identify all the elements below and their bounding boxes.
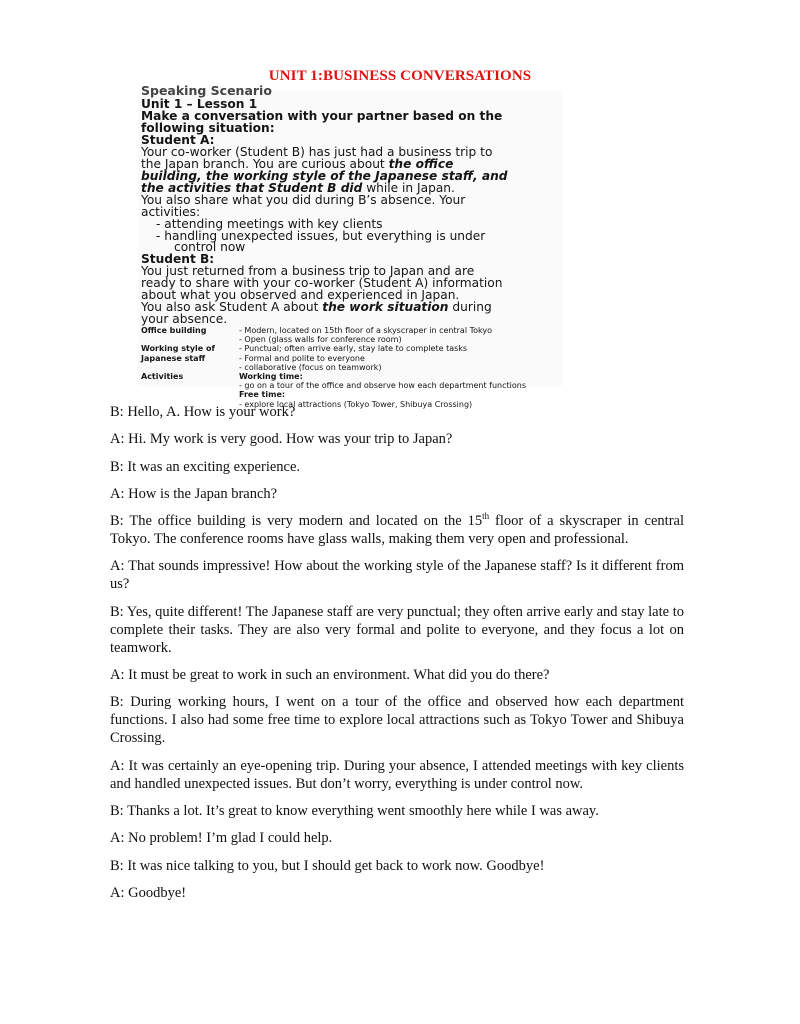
student-a-emphasis: the office xyxy=(388,157,454,171)
dialogue-line: B: It was an exciting experience. xyxy=(110,458,301,475)
student-a-text: while in Japan. xyxy=(362,181,455,195)
scenario-cut-heading: Speaking Scenario xyxy=(141,83,272,98)
student-b-line: ready to share with your co-worker (Student A) information xyxy=(141,276,503,290)
dialogue-line: A: Goodbye! xyxy=(110,884,187,901)
student-a-heading: Student A: xyxy=(141,133,215,147)
scenario-table-line: Free time: xyxy=(239,390,286,400)
scenario-table-values xyxy=(239,344,561,372)
scenario-table-line: - Open (glass walls for conference room) xyxy=(239,335,402,345)
student-b-text: during xyxy=(448,300,492,314)
student-b-line: You just returned from a business trip to Japan and are xyxy=(141,264,475,278)
student-a-activity: control now xyxy=(174,240,246,254)
scenario-table-line: - go on a tour of the office and observe how each department functions xyxy=(239,381,526,391)
student-a-emphasis: the activities that Student B did xyxy=(141,181,363,195)
dialogue-text: B: The office building is very modern and located on the 15 xyxy=(110,513,483,530)
scenario-table-line: - collaborative (focus on teamwork) xyxy=(239,362,382,372)
ordinal-suffix: th xyxy=(482,511,490,522)
scenario-table-line: - Formal and polite to everyone xyxy=(239,353,365,363)
student-b-line: your absence. xyxy=(141,312,228,326)
scenario-table-label: Office building xyxy=(141,326,207,335)
dialogue xyxy=(110,403,684,911)
scenario-table-row xyxy=(141,344,561,372)
student-a-line: You also share what you did during B’s absence. Your xyxy=(141,193,466,207)
student-a-emphasis: building, the working style of the Japanese staff, and xyxy=(141,169,508,183)
scenario-table-values xyxy=(239,326,561,344)
scenario-table xyxy=(141,326,561,409)
dialogue-text: floor of a skyscraper in central Tokyo. The conference rooms have glass walls, making them very open and professional. xyxy=(110,513,684,548)
lesson-heading: Unit 1 – Lesson 1 xyxy=(141,97,258,111)
dialogue-line: B: Hello, A. How is your work? xyxy=(110,404,296,420)
instruction-line: following situation: xyxy=(141,121,275,135)
dialogue-line: A: Hi. My work is very good. How was your trip to Japan? xyxy=(110,431,453,448)
dialogue-line: B: During working hours, I went on a tour of the office and observed how each department functions. I also had some free time to explore local attractions such as Tokyo Tower and Shibuya Crossing. xyxy=(110,694,684,747)
student-a-line: Your co-worker (Student B) has just had a business trip to xyxy=(141,145,493,159)
student-b-line: about what you observed and experienced in Japan. xyxy=(141,288,460,302)
dialogue-line: B: It was nice talking to you, but I should get back to work now. Goodbye! xyxy=(110,857,545,874)
scenario-table-line: - Punctual; often arrive early, stay late to complete tasks xyxy=(239,344,468,354)
scenario-table-label: Working style of Japanese staff xyxy=(141,344,215,363)
student-a-line: activities: xyxy=(141,205,201,219)
dialogue-line: B: Yes, quite different! The Japanese staff are very punctual; they often arrive early and stay late to complete their tasks. They are also very formal and polite to everyone, and they focus a lot on teamwork. xyxy=(110,603,684,656)
scenario-table-line: Working time: xyxy=(239,372,303,382)
student-b-heading: Student B: xyxy=(141,252,215,266)
dialogue-line: A: How is the Japan branch? xyxy=(110,485,278,502)
student-a-activity: - handling unexpected issues, but everything is under xyxy=(156,229,486,243)
scenario-image xyxy=(138,83,562,409)
instruction-line: Make a conversation with your partner based on the xyxy=(141,109,503,123)
dialogue-line xyxy=(110,512,684,548)
scenario-table-line: - explore local attractions (Tokyo Tower, Shibuya Crossing) xyxy=(239,399,473,409)
scenario-table-row xyxy=(141,326,561,344)
dialogue-line: B: Thanks a lot. It’s great to know everything went smoothly here while I was away. xyxy=(110,802,599,819)
student-a-text: the Japan branch. You are curious about xyxy=(141,157,389,171)
scenario-table-label: Activities xyxy=(141,372,184,382)
dialogue-line: A: No problem! I’m glad I could help. xyxy=(110,830,333,847)
student-a-activity: - attending meetings with key clients xyxy=(156,217,383,231)
student-b-emphasis: the work situation xyxy=(322,300,449,314)
dialogue-line: A: That sounds impressive! How about the working style of the Japanese staff? Is it different from us? xyxy=(110,558,684,593)
student-b-text: You also ask Student A about xyxy=(141,300,323,314)
dialogue-line: A: It was certainly an eye-opening trip. During your absence, I attended meetings with key clients and handled unexpected issues. But don’t worry, everything is under control now. xyxy=(110,757,684,792)
scenario-table-line: - Modern, located on 15th floor of a skyscraper in central Tokyo xyxy=(239,326,492,335)
page-title: UNIT 1:BUSINESS CONVERSATIONS xyxy=(268,68,532,84)
dialogue-line: A: It must be great to work in such an environment. What did you do there? xyxy=(110,667,550,684)
